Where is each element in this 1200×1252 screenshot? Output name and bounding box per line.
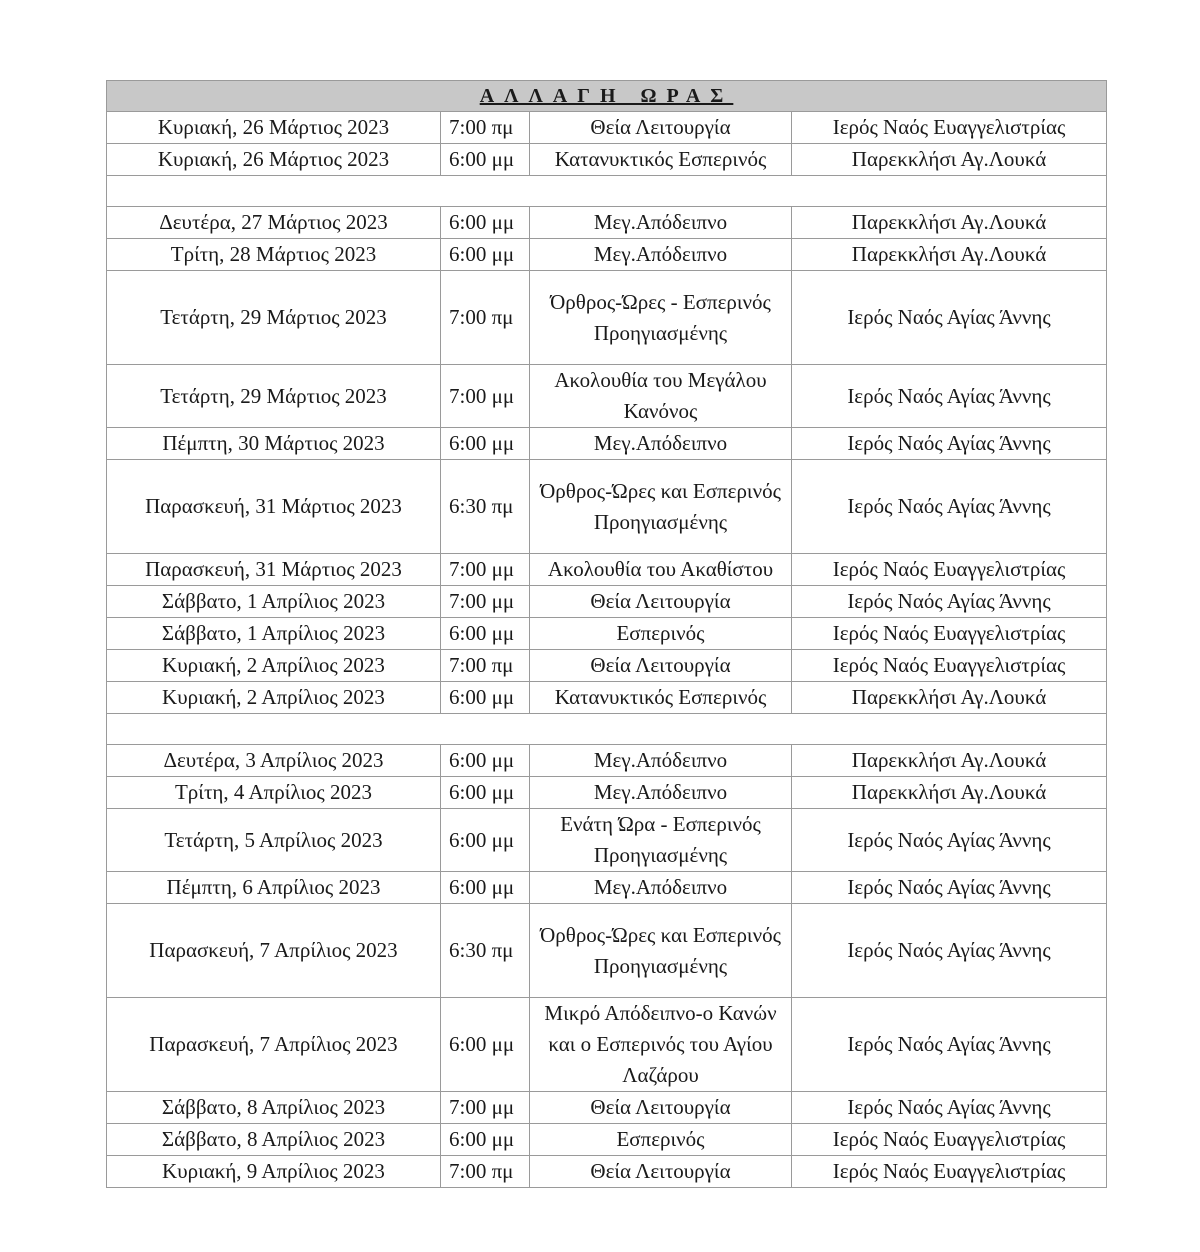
date-cell: Κυριακή, 26 Μάρτιος 2023 [107, 144, 441, 176]
date-cell: Παρασκευή, 7 Απρίλιος 2023 [107, 904, 441, 998]
date-cell: Κυριακή, 2 Απρίλιος 2023 [107, 650, 441, 682]
time-cell: 6:00 μμ [441, 872, 530, 904]
place-cell: Παρεκκλήσι Αγ.Λουκά [792, 144, 1107, 176]
service-cell: Μεγ.Απόδειπνο [530, 777, 792, 809]
time-cell: 6:00 μμ [441, 1124, 530, 1156]
date-cell: Πέμπτη, 6 Απρίλιος 2023 [107, 872, 441, 904]
schedule-body [107, 81, 1107, 1188]
place-cell: Παρεκκλήσι Αγ.Λουκά [792, 207, 1107, 239]
schedule-row [107, 1092, 1107, 1124]
time-cell: 6:00 μμ [441, 428, 530, 460]
place-cell: Παρεκκλήσι Αγ.Λουκά [792, 682, 1107, 714]
time-cell: 6:00 μμ [441, 618, 530, 650]
service-cell: Μεγ.Απόδειπνο [530, 239, 792, 271]
date-cell: Παρασκευή, 31 Μάρτιος 2023 [107, 460, 441, 554]
time-cell: 6:00 μμ [441, 777, 530, 809]
schedule-row [107, 998, 1107, 1092]
service-cell: Θεία Λειτουργία [530, 1156, 792, 1188]
schedule-row [107, 365, 1107, 428]
time-cell: 6:00 μμ [441, 239, 530, 271]
time-cell: 6:00 μμ [441, 745, 530, 777]
time-cell: 7:00 πμ [441, 271, 530, 365]
service-cell: Εσπερινός [530, 618, 792, 650]
spacer-row [107, 176, 1107, 207]
service-cell: Όρθρος-Ώρες και Εσπερινός Προηγιασμένης [530, 904, 792, 998]
date-cell: Παρασκευή, 31 Μάρτιος 2023 [107, 554, 441, 586]
service-cell: Μικρό Απόδειπνο-ο Κανών και ο Εσπερινός του Αγίου Λαζάρου [530, 998, 792, 1092]
schedule-row [107, 682, 1107, 714]
time-cell: 6:00 μμ [441, 144, 530, 176]
date-cell: Κυριακή, 2 Απρίλιος 2023 [107, 682, 441, 714]
schedule-row [107, 650, 1107, 682]
schedule-row [107, 428, 1107, 460]
schedule-row [107, 271, 1107, 365]
schedule-table [106, 80, 1107, 1188]
schedule-row [107, 809, 1107, 872]
place-cell: Ιερός Ναός Αγίας Άννης [792, 809, 1107, 872]
date-cell: Δευτέρα, 3 Απρίλιος 2023 [107, 745, 441, 777]
service-cell: Θεία Λειτουργία [530, 586, 792, 618]
spacer-cell [107, 714, 1107, 745]
schedule-row [107, 618, 1107, 650]
time-cell: 6:00 μμ [441, 809, 530, 872]
time-cell: 6:00 μμ [441, 207, 530, 239]
schedule-row [107, 112, 1107, 144]
service-cell: Όρθρος-Ώρες και Εσπερινός Προηγιασμένης [530, 460, 792, 554]
service-cell: Θεία Λειτουργία [530, 1092, 792, 1124]
date-cell: Σάββατο, 8 Απρίλιος 2023 [107, 1124, 441, 1156]
place-cell: Παρεκκλήσι Αγ.Λουκά [792, 745, 1107, 777]
service-cell: Εσπερινός [530, 1124, 792, 1156]
service-cell: Μεγ.Απόδειπνο [530, 745, 792, 777]
time-cell: 7:00 πμ [441, 112, 530, 144]
spacer-cell [107, 176, 1107, 207]
place-cell: Ιερός Ναός Ευαγγελιστρίας [792, 618, 1107, 650]
schedule-row [107, 745, 1107, 777]
service-cell: Όρθρος-Ώρες - Εσπερινός Προηγιασμένης [530, 271, 792, 365]
service-cell: Ακολουθία του Ακαθίστου [530, 554, 792, 586]
time-cell: 7:00 πμ [441, 1156, 530, 1188]
place-cell: Ιερός Ναός Ευαγγελιστρίας [792, 112, 1107, 144]
time-cell: 6:00 μμ [441, 998, 530, 1092]
schedule-row [107, 777, 1107, 809]
service-cell: Ακολουθία του Μεγάλου Κανόνος [530, 365, 792, 428]
service-cell: Κατανυκτικός Εσπερινός [530, 682, 792, 714]
place-cell: Ιερός Ναός Αγίας Άννης [792, 460, 1107, 554]
date-cell: Τρίτη, 28 Μάρτιος 2023 [107, 239, 441, 271]
service-cell: Θεία Λειτουργία [530, 112, 792, 144]
place-cell: Ιερός Ναός Ευαγγελιστρίας [792, 1124, 1107, 1156]
date-cell: Τετάρτη, 29 Μάρτιος 2023 [107, 271, 441, 365]
date-cell: Σάββατο, 1 Απρίλιος 2023 [107, 586, 441, 618]
schedule-row [107, 1156, 1107, 1188]
time-cell: 7:00 μμ [441, 586, 530, 618]
time-cell: 7:00 μμ [441, 554, 530, 586]
place-cell: Ιερός Ναός Αγίας Άννης [792, 998, 1107, 1092]
date-cell: Παρασκευή, 7 Απρίλιος 2023 [107, 998, 441, 1092]
place-cell: Ιερός Ναός Αγίας Άννης [792, 365, 1107, 428]
schedule-row [107, 586, 1107, 618]
service-cell: Μεγ.Απόδειπνο [530, 207, 792, 239]
service-cell: Ενάτη Ώρα - Εσπερινός Προηγιασμένης [530, 809, 792, 872]
service-cell: Μεγ.Απόδειπνο [530, 428, 792, 460]
place-cell: Ιερός Ναός Αγίας Άννης [792, 586, 1107, 618]
schedule-row [107, 904, 1107, 998]
place-cell: Παρεκκλήσι Αγ.Λουκά [792, 777, 1107, 809]
place-cell: Ιερός Ναός Αγίας Άννης [792, 904, 1107, 998]
time-cell: 6:30 πμ [441, 460, 530, 554]
place-cell: Ιερός Ναός Ευαγγελιστρίας [792, 554, 1107, 586]
time-cell: 6:30 πμ [441, 904, 530, 998]
service-cell: Μεγ.Απόδειπνο [530, 872, 792, 904]
schedule-row [107, 207, 1107, 239]
date-cell: Τρίτη, 4 Απρίλιος 2023 [107, 777, 441, 809]
place-cell: Παρεκκλήσι Αγ.Λουκά [792, 239, 1107, 271]
time-cell: 7:00 πμ [441, 650, 530, 682]
service-cell: Θεία Λειτουργία [530, 650, 792, 682]
date-cell: Κυριακή, 9 Απρίλιος 2023 [107, 1156, 441, 1188]
service-cell: Κατανυκτικός Εσπερινός [530, 144, 792, 176]
place-cell: Ιερός Ναός Αγίας Άννης [792, 872, 1107, 904]
time-cell: 7:00 μμ [441, 1092, 530, 1124]
schedule-row [107, 460, 1107, 554]
time-cell: 6:00 μμ [441, 682, 530, 714]
date-cell: Σάββατο, 8 Απρίλιος 2023 [107, 1092, 441, 1124]
schedule-row [107, 144, 1107, 176]
date-cell: Δευτέρα, 27 Μάρτιος 2023 [107, 207, 441, 239]
place-cell: Ιερός Ναός Αγίας Άννης [792, 1092, 1107, 1124]
place-cell: Ιερός Ναός Ευαγγελιστρίας [792, 650, 1107, 682]
place-cell: Ιερός Ναός Ευαγγελιστρίας [792, 1156, 1107, 1188]
schedule-row [107, 239, 1107, 271]
place-cell: Ιερός Ναός Αγίας Άννης [792, 428, 1107, 460]
date-cell: Κυριακή, 26 Μάρτιος 2023 [107, 112, 441, 144]
time-cell: 7:00 μμ [441, 365, 530, 428]
date-cell: Πέμπτη, 30 Μάρτιος 2023 [107, 428, 441, 460]
schedule-title: ΑΛΛΑΓΗ ΩΡΑΣ [107, 81, 1107, 112]
schedule-row [107, 554, 1107, 586]
schedule-row [107, 872, 1107, 904]
title-row [107, 81, 1107, 112]
schedule-row [107, 1124, 1107, 1156]
place-cell: Ιερός Ναός Αγίας Άννης [792, 271, 1107, 365]
spacer-row [107, 714, 1107, 745]
date-cell: Σάββατο, 1 Απρίλιος 2023 [107, 618, 441, 650]
date-cell: Τετάρτη, 29 Μάρτιος 2023 [107, 365, 441, 428]
date-cell: Τετάρτη, 5 Απρίλιος 2023 [107, 809, 441, 872]
